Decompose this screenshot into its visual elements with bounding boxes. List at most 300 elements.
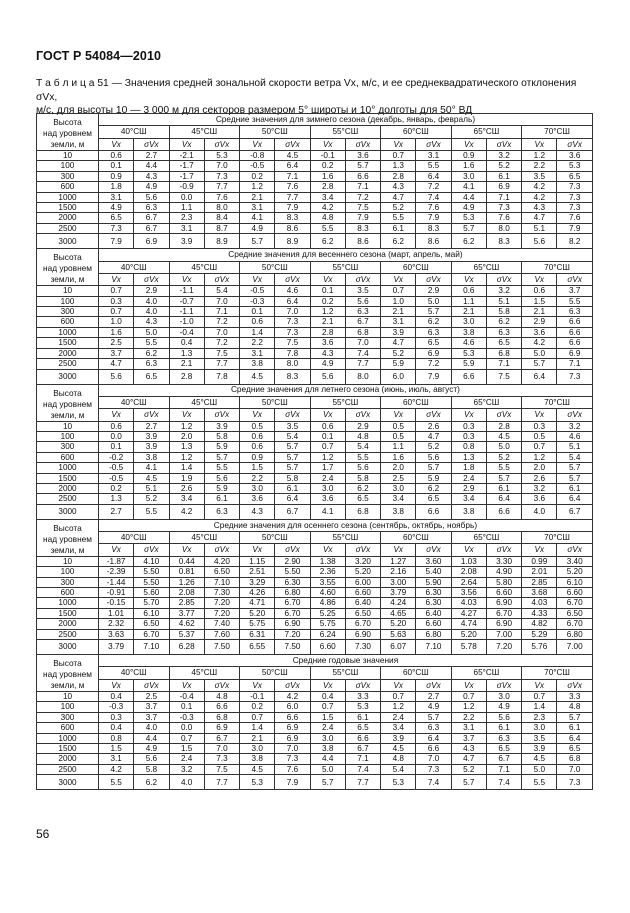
mean-speed-symbol: Vx: [310, 138, 345, 150]
std-dev-cell: 5.5: [486, 463, 521, 473]
std-dev-cell: 5.90: [416, 577, 451, 587]
std-dev-cell: 7.0: [204, 327, 239, 337]
std-dev-cell: 6.6: [204, 702, 239, 712]
std-dev-cell: 7.3: [557, 192, 592, 202]
std-dev-cell: 7.9: [416, 213, 451, 223]
std-dev-cell: 3.8: [134, 452, 169, 462]
std-dev-cell: 7.0: [204, 296, 239, 306]
mean-speed-symbol: Vx: [310, 409, 345, 421]
height-cell: 1000: [37, 733, 99, 743]
mean-speed-cell: 0.6: [522, 286, 557, 296]
mean-speed-cell: 0.0: [99, 431, 134, 441]
std-dev-cell: 7.0: [204, 744, 239, 754]
std-dev-cell: 3.60: [416, 556, 451, 566]
mean-speed-cell: 1.1: [381, 442, 416, 452]
latitude-header: 55°СШ: [310, 532, 381, 544]
table-row: [37, 723, 593, 733]
mean-speed-cell: 4.3: [522, 203, 557, 213]
std-dev-cell: 8.0: [345, 369, 380, 384]
mean-speed-cell: -0.15: [99, 598, 134, 608]
std-dev-cell: 8.3: [275, 369, 310, 384]
mean-speed-cell: 0.7: [310, 702, 345, 712]
std-dev-cell: 6.9: [204, 723, 239, 733]
latitude-row: [37, 667, 593, 679]
mean-speed-cell: 4.5: [381, 744, 416, 754]
table-row: [37, 338, 593, 348]
std-dev-cell: 6.4: [416, 733, 451, 743]
std-dev-cell: 7.4: [416, 192, 451, 202]
height-cell: 100: [37, 567, 99, 577]
mean-speed-cell: 1.2: [169, 421, 204, 431]
mean-speed-cell: 4.7: [381, 338, 416, 348]
std-dev-cell: 4.0: [134, 307, 169, 317]
mean-speed-symbol: Vx: [99, 138, 134, 150]
mean-speed-cell: 3.1: [240, 203, 275, 213]
std-dev-cell: 5.20: [345, 567, 380, 577]
std-dev-cell: 6.4: [486, 494, 521, 504]
mean-speed-cell: 4.2: [169, 504, 204, 519]
std-dev-cell: 6.4: [557, 733, 592, 743]
std-dev-cell: 7.3: [486, 203, 521, 213]
std-dev-cell: 6.3: [345, 307, 380, 317]
height-header-line: Высота: [53, 522, 82, 533]
mean-speed-cell: -1.1: [169, 307, 204, 317]
mean-speed-cell: 0.4: [99, 723, 134, 733]
std-dev-cell: 6.90: [486, 619, 521, 629]
std-dev-cell: 8.6: [416, 234, 451, 249]
mean-speed-cell: 2.85: [522, 577, 557, 587]
height-cell: 100: [37, 702, 99, 712]
std-dev-cell: 7.30: [345, 640, 380, 655]
std-dev-cell: 6.9: [134, 234, 169, 249]
std-dev-cell: 6.4: [275, 296, 310, 306]
std-dev-cell: 3.2: [557, 421, 592, 431]
mean-speed-cell: -0.9: [169, 182, 204, 192]
std-dev-symbol: σVx: [275, 409, 310, 421]
table-row: [37, 442, 593, 452]
height-header-line: Высота: [53, 117, 82, 127]
table-row: [37, 754, 593, 764]
std-dev-cell: 8.3: [345, 223, 380, 233]
mean-speed-cell: 4.5: [240, 764, 275, 774]
std-dev-cell: 6.6: [557, 338, 592, 348]
mean-speed-cell: 2.3: [169, 213, 204, 223]
mean-speed-cell: 2.2: [240, 473, 275, 483]
mean-speed-cell: 0.8: [99, 733, 134, 743]
mean-speed-cell: 0.6: [99, 421, 134, 431]
mean-speed-cell: 0.4: [310, 692, 345, 702]
std-dev-cell: 4.10: [134, 556, 169, 566]
std-dev-cell: 4.4: [134, 733, 169, 743]
mean-speed-cell: 0.9: [99, 171, 134, 181]
table-row: [37, 369, 593, 384]
std-dev-symbol: σVx: [345, 273, 380, 285]
mean-speed-cell: 3.63: [99, 629, 134, 639]
latitude-header: 50°СШ: [240, 532, 311, 544]
std-dev-cell: 7.0: [416, 754, 451, 764]
std-dev-cell: 7.3: [204, 754, 239, 764]
std-dev-cell: 6.9: [275, 723, 310, 733]
std-dev-symbol: σVx: [275, 273, 310, 285]
mean-speed-cell: 2.4: [451, 473, 486, 483]
latitude-row: [37, 532, 593, 544]
std-dev-cell: 5.7: [557, 463, 592, 473]
mean-speed-cell: 4.8: [310, 213, 345, 223]
std-dev-cell: 3.9: [134, 442, 169, 452]
mean-speed-cell: 1.2: [310, 307, 345, 317]
std-dev-cell: 5.5: [134, 504, 169, 519]
height-header-line: земли, м: [50, 274, 85, 285]
std-dev-cell: 6.1: [557, 483, 592, 493]
std-dev-cell: 6.7: [345, 744, 380, 754]
height-cell: 10: [37, 421, 99, 431]
mean-speed-cell: 4.9: [240, 223, 275, 233]
std-dev-cell: 4.8: [557, 702, 592, 712]
height-cell: 300: [37, 307, 99, 317]
std-dev-cell: 5.8: [134, 764, 169, 774]
height-column-header: [37, 384, 99, 421]
mean-speed-cell: 1.3: [169, 348, 204, 358]
mean-speed-cell: 6.0: [381, 369, 416, 384]
std-dev-cell: 5.9: [416, 473, 451, 483]
mean-speed-symbol: Vx: [310, 679, 345, 691]
std-dev-cell: 5.7: [275, 463, 310, 473]
std-dev-cell: 5.3: [557, 161, 592, 171]
table-row: [37, 733, 593, 743]
mean-speed-cell: 5.78: [451, 640, 486, 655]
mean-speed-cell: 4.3: [381, 182, 416, 192]
std-dev-cell: 6.4: [275, 494, 310, 504]
std-dev-cell: 6.3: [134, 203, 169, 213]
std-dev-symbol: σVx: [486, 138, 521, 150]
mean-speed-cell: 3.6: [240, 494, 275, 504]
std-dev-symbol: σVx: [416, 273, 451, 285]
std-dev-symbol: σVx: [275, 544, 310, 556]
table-row: [37, 463, 593, 473]
height-cell: 2500: [37, 629, 99, 639]
mean-speed-cell: 0.3: [99, 296, 134, 306]
std-dev-cell: 4.0: [134, 723, 169, 733]
std-dev-cell: 7.1: [345, 754, 380, 764]
latitude-header: 55°СШ: [310, 667, 381, 679]
mean-speed-cell: 0.6: [451, 286, 486, 296]
height-cell: 100: [37, 431, 99, 441]
latitude-header: 50°СШ: [240, 396, 311, 408]
height-cell: 1000: [37, 463, 99, 473]
std-dev-cell: 5.6: [345, 463, 380, 473]
table-row: [37, 764, 593, 774]
std-dev-cell: 4.9: [486, 702, 521, 712]
symbol-row: [37, 409, 593, 421]
latitude-header: 60°СШ: [381, 261, 452, 273]
std-dev-cell: 4.5: [486, 431, 521, 441]
std-dev-symbol: σVx: [134, 273, 169, 285]
std-dev-cell: 4.7: [416, 431, 451, 441]
mean-speed-cell: 5.75: [310, 619, 345, 629]
mean-speed-cell: 4.7: [381, 192, 416, 202]
std-dev-cell: 7.20: [204, 608, 239, 618]
mean-speed-symbol: Vx: [169, 409, 204, 421]
mean-speed-cell: 6.07: [381, 640, 416, 655]
latitude-header: 70°СШ: [522, 126, 593, 138]
mean-speed-symbol: Vx: [99, 679, 134, 691]
std-dev-cell: 7.4: [345, 348, 380, 358]
mean-speed-cell: 2.4: [169, 754, 204, 764]
mean-speed-cell: 4.1: [240, 213, 275, 223]
std-dev-cell: 7.7: [204, 182, 239, 192]
latitude-row: [37, 126, 593, 138]
height-cell: 2500: [37, 223, 99, 233]
std-dev-symbol: σVx: [416, 409, 451, 421]
height-cell: 300: [37, 171, 99, 181]
mean-speed-cell: 0.7: [381, 286, 416, 296]
std-dev-cell: 5.8: [275, 473, 310, 483]
std-dev-cell: 7.20: [486, 640, 521, 655]
mean-speed-cell: 3.29: [240, 577, 275, 587]
mean-speed-cell: 5.0: [310, 764, 345, 774]
mean-speed-cell: 1.4: [240, 327, 275, 337]
mean-speed-cell: 0.5: [522, 431, 557, 441]
latitude-header: 65°СШ: [451, 532, 522, 544]
mean-speed-cell: 1.15: [240, 556, 275, 566]
height-header-line: земли, м: [50, 544, 85, 555]
mean-speed-cell: 3.1: [381, 317, 416, 327]
std-dev-cell: 6.1: [345, 712, 380, 722]
std-dev-cell: 7.5: [204, 764, 239, 774]
mean-speed-cell: 0.6: [310, 421, 345, 431]
std-dev-cell: 6.8: [486, 348, 521, 358]
season-title-row: [37, 519, 593, 531]
mean-speed-symbol: Vx: [240, 273, 275, 285]
height-header-line: над уровнем: [43, 398, 92, 409]
std-dev-cell: 4.5: [275, 151, 310, 161]
std-dev-cell: 5.7: [557, 473, 592, 483]
std-dev-cell: 5.8: [204, 431, 239, 441]
std-dev-cell: 5.3: [345, 702, 380, 712]
std-dev-symbol: σVx: [557, 544, 592, 556]
std-dev-symbol: σVx: [486, 679, 521, 691]
mean-speed-cell: 2.32: [99, 619, 134, 629]
std-dev-cell: 6.6: [486, 504, 521, 519]
std-dev-cell: 5.7: [486, 473, 521, 483]
height-cell: 2000: [37, 213, 99, 223]
mean-speed-cell: 0.6: [240, 431, 275, 441]
std-dev-cell: 8.6: [275, 223, 310, 233]
table-row: [37, 203, 593, 213]
mean-speed-cell: 6.28: [169, 640, 204, 655]
table-row: [37, 640, 593, 655]
table-row: [37, 702, 593, 712]
std-dev-cell: 4.3: [134, 171, 169, 181]
mean-speed-cell: 6.2: [310, 234, 345, 249]
mean-speed-cell: 3.1: [240, 348, 275, 358]
table-row: [37, 692, 593, 702]
std-dev-cell: 5.60: [134, 587, 169, 597]
std-dev-cell: 7.1: [204, 307, 239, 317]
std-dev-cell: 6.5: [486, 338, 521, 348]
std-dev-cell: 2.7: [134, 151, 169, 161]
table-row: [37, 452, 593, 462]
mean-speed-cell: 0.6: [99, 151, 134, 161]
mean-speed-cell: 3.6: [522, 327, 557, 337]
mean-speed-cell: 4.26: [240, 587, 275, 597]
std-dev-cell: 6.0: [275, 702, 310, 712]
mean-speed-cell: 1.6: [99, 327, 134, 337]
std-dev-cell: 6.1: [557, 723, 592, 733]
std-dev-cell: 7.20: [204, 598, 239, 608]
mean-speed-cell: 3.79: [381, 587, 416, 597]
std-dev-cell: 6.80: [416, 629, 451, 639]
mean-speed-cell: -0.7: [169, 296, 204, 306]
std-dev-symbol: σVx: [134, 544, 169, 556]
mean-speed-cell: -0.1: [240, 692, 275, 702]
height-cell: 1000: [37, 327, 99, 337]
mean-speed-cell: 4.7: [99, 359, 134, 369]
mean-speed-cell: 2.6: [169, 483, 204, 493]
std-dev-cell: 7.5: [275, 338, 310, 348]
mean-speed-cell: 0.7: [451, 692, 486, 702]
table-row: [37, 223, 593, 233]
mean-speed-cell: 4.03: [451, 598, 486, 608]
std-dev-cell: 8.4: [204, 213, 239, 223]
std-dev-cell: 7.6: [204, 192, 239, 202]
mean-speed-cell: 4.33: [522, 608, 557, 618]
mean-speed-cell: 0.1: [99, 161, 134, 171]
height-cell: 3000: [37, 775, 99, 790]
std-dev-cell: 6.60: [416, 619, 451, 629]
mean-speed-cell: 5.7: [310, 775, 345, 790]
std-dev-cell: 6.50: [345, 608, 380, 618]
std-dev-cell: 7.60: [204, 629, 239, 639]
table-row: [37, 556, 593, 566]
std-dev-cell: 6.3: [134, 359, 169, 369]
std-dev-cell: 5.5: [204, 463, 239, 473]
table-row: [37, 567, 593, 577]
std-dev-cell: 6.5: [557, 171, 592, 181]
std-dev-cell: 2.7: [134, 421, 169, 431]
mean-speed-cell: 2.3: [522, 712, 557, 722]
latitude-row: [37, 396, 593, 408]
season-title-row: [37, 114, 593, 126]
std-dev-cell: 5.40: [416, 567, 451, 577]
mean-speed-cell: 2.08: [169, 587, 204, 597]
mean-speed-cell: 4.2: [522, 182, 557, 192]
mean-speed-cell: 2.1: [240, 192, 275, 202]
latitude-header: 50°СШ: [240, 261, 311, 273]
std-dev-cell: 3.1: [416, 151, 451, 161]
mean-speed-cell: 1.5: [169, 744, 204, 754]
season-title: Средние значения для весеннего сезона (март, апрель, май): [99, 249, 593, 261]
mean-speed-cell: 0.0: [169, 192, 204, 202]
mean-speed-symbol: Vx: [522, 679, 557, 691]
mean-speed-cell: 3.8: [240, 754, 275, 764]
std-dev-cell: 7.3: [204, 171, 239, 181]
std-dev-cell: 7.3: [557, 203, 592, 213]
std-dev-cell: 6.70: [275, 608, 310, 618]
std-dev-cell: 7.2: [416, 182, 451, 192]
latitude-header: 45°СШ: [169, 126, 240, 138]
std-dev-cell: 6.60: [486, 587, 521, 597]
mean-speed-cell: 1.8: [451, 463, 486, 473]
std-dev-cell: 5.6: [134, 192, 169, 202]
mean-speed-cell: 4.4: [310, 754, 345, 764]
mean-speed-cell: 0.7: [99, 307, 134, 317]
std-dev-cell: 4.9: [134, 182, 169, 192]
std-dev-cell: 6.8: [345, 504, 380, 519]
std-dev-cell: 8.0: [204, 203, 239, 213]
latitude-header: 40°СШ: [99, 396, 170, 408]
mean-speed-cell: 1.26: [169, 577, 204, 587]
std-dev-cell: 7.7: [345, 359, 380, 369]
mean-speed-cell: -0.4: [169, 692, 204, 702]
mean-speed-symbol: Vx: [522, 544, 557, 556]
std-dev-cell: 5.6: [345, 296, 380, 306]
mean-speed-cell: 2.4: [310, 723, 345, 733]
std-dev-cell: 6.10: [134, 608, 169, 618]
mean-speed-cell: 6.2: [381, 234, 416, 249]
mean-speed-cell: 2.6: [522, 473, 557, 483]
height-cell: 3000: [37, 504, 99, 519]
std-dev-cell: 5.7: [275, 442, 310, 452]
mean-speed-cell: 0.9: [451, 151, 486, 161]
mean-speed-cell: 4.03: [522, 598, 557, 608]
mean-speed-cell: 1.01: [99, 608, 134, 618]
mean-speed-cell: 2.51: [240, 567, 275, 577]
mean-speed-cell: 2.2: [451, 712, 486, 722]
std-dev-cell: 5.7: [345, 161, 380, 171]
height-cell: 600: [37, 182, 99, 192]
mean-speed-cell: 3.0: [310, 733, 345, 743]
std-dev-cell: 5.2: [486, 161, 521, 171]
mean-speed-cell: 3.77: [169, 608, 204, 618]
mean-speed-cell: 5.3: [451, 348, 486, 358]
mean-speed-cell: 1.6: [310, 171, 345, 181]
std-dev-cell: 7.4: [416, 775, 451, 790]
std-dev-cell: 3.3: [557, 692, 592, 702]
height-cell: 2000: [37, 754, 99, 764]
std-dev-cell: 7.1: [486, 192, 521, 202]
std-dev-cell: 6.3: [486, 733, 521, 743]
std-dev-cell: 7.3: [275, 754, 310, 764]
mean-speed-cell: 3.56: [451, 587, 486, 597]
std-dev-cell: 7.0: [345, 338, 380, 348]
std-dev-cell: 5.8: [486, 307, 521, 317]
std-dev-cell: 5.7: [416, 712, 451, 722]
std-dev-cell: 6.5: [557, 744, 592, 754]
std-dev-cell: 7.6: [275, 764, 310, 774]
mean-speed-cell: 3.9: [169, 234, 204, 249]
std-dev-cell: 6.3: [416, 723, 451, 733]
std-dev-cell: 7.3: [557, 369, 592, 384]
mean-speed-cell: 3.0: [240, 744, 275, 754]
mean-speed-cell: 2.16: [381, 567, 416, 577]
std-dev-cell: 6.60: [557, 587, 592, 597]
std-dev-cell: 5.7: [275, 452, 310, 462]
mean-speed-cell: 3.1: [451, 723, 486, 733]
season-title: Средние годовые значения: [99, 655, 593, 667]
std-dev-cell: 7.4: [345, 764, 380, 774]
std-dev-cell: 7.2: [204, 338, 239, 348]
height-cell: 1500: [37, 473, 99, 483]
std-dev-cell: 5.4: [345, 442, 380, 452]
mean-speed-cell: 4.27: [451, 608, 486, 618]
std-dev-cell: 2.9: [416, 286, 451, 296]
height-header-line: над уровнем: [43, 128, 92, 138]
std-dev-symbol: σVx: [345, 138, 380, 150]
mean-speed-cell: 4.9: [451, 203, 486, 213]
std-dev-symbol: σVx: [486, 273, 521, 285]
table-row: [37, 598, 593, 608]
